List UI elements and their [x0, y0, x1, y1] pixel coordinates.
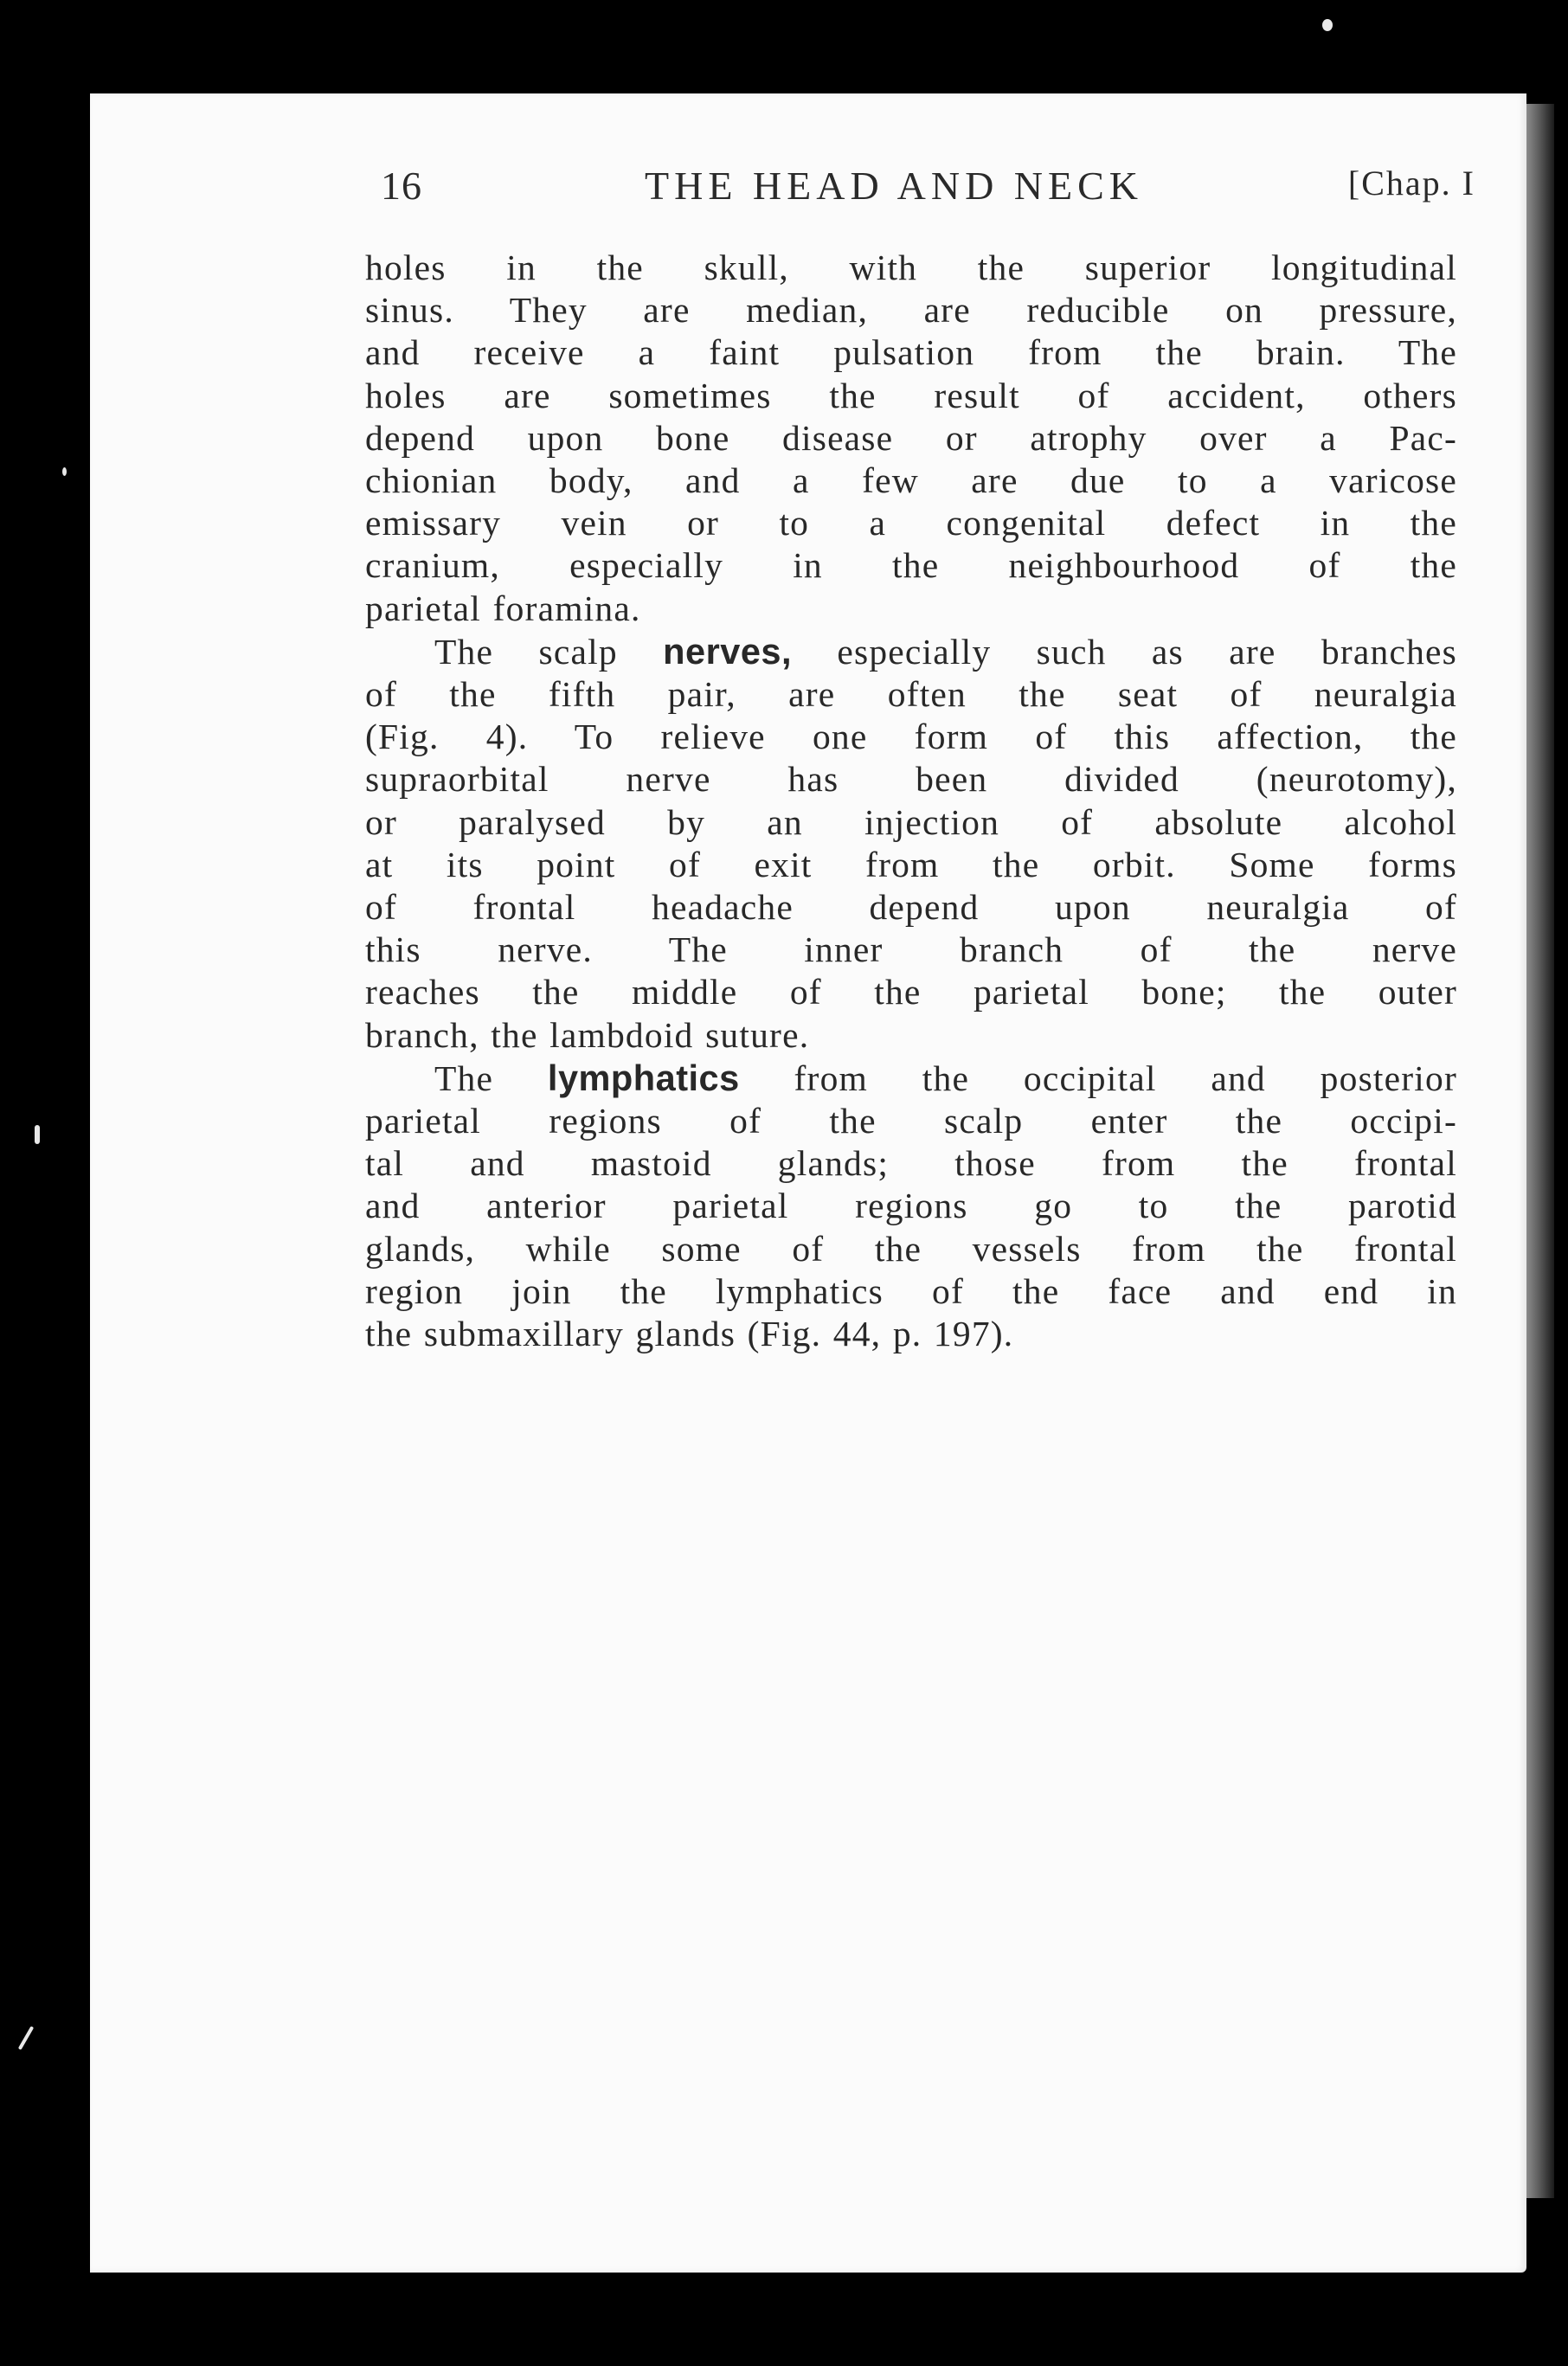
text-line: sinus. They are median, are reducible on pressure,	[365, 290, 1457, 331]
text-line: this nerve. The inner branch of the nerve	[365, 929, 1457, 970]
text-line: parietal regions of the scalp enter the occipi-	[365, 1101, 1457, 1141]
text-line: chionian body, and a few are due to a varicose	[365, 460, 1457, 501]
text-line: branch, the lambdoid suture.	[365, 1014, 810, 1055]
text-line: and anterior parietal regions go to the parotid	[365, 1186, 1457, 1226]
bold-term: lymphatics	[547, 1057, 740, 1098]
chapter-label: [Chap. I	[1347, 164, 1475, 203]
text-line: glands, while some of the vessels from the frontal	[365, 1228, 1457, 1269]
text-line: holes in the skull, with the superior longitudinal	[365, 248, 1457, 287]
text-line: emissary vein or to a congenital defect in the	[365, 503, 1457, 543]
text-line: of the fifth pair, are often the seat of neuralgia	[365, 674, 1457, 715]
paragraph-first-line	[365, 630, 1457, 673]
bold-term: nerves,	[663, 630, 793, 672]
text-line: supraorbital nerve has been divided (neurotomy),	[365, 759, 1457, 800]
text-line: tal and mastoid glands; those from the frontal	[365, 1143, 1457, 1184]
text-line: or paralysed by an injection of absolute alcohol	[365, 801, 1457, 842]
text-line: and receive a faint pulsation from the brain. The	[365, 332, 1457, 373]
text-line: parietal foramina.	[365, 588, 641, 628]
text-line: holes are sometimes the result of accident, others	[365, 375, 1457, 415]
text-line: reaches the middle of the parietal bone; the outer	[365, 972, 1457, 1013]
film-speck	[62, 467, 67, 476]
text-line: depend upon bone disease or atrophy over a Pac-	[365, 417, 1457, 458]
text-run: The scalp	[434, 631, 664, 672]
text-run: The	[434, 1058, 548, 1098]
text-run: especially such as are branches	[792, 631, 1457, 672]
text-line: (Fig. 4). To relieve one form of this affection, the	[365, 717, 1457, 757]
paragraph-first-line	[365, 1057, 1457, 1100]
running-title: THE HEAD AND NECK	[645, 164, 1144, 208]
text-line: region join the lymphatics of the face and end in	[365, 1270, 1457, 1311]
text-run: from the occipital and posterior	[739, 1058, 1457, 1098]
film-speck	[18, 2026, 34, 2050]
page-header	[381, 163, 1475, 215]
page-number: 16	[381, 164, 422, 208]
text-line: at its point of exit from the orbit. Some forms	[365, 844, 1457, 884]
text-line: cranium, especially in the neighbourhood of the	[365, 545, 1457, 586]
text-line: of frontal headache depend upon neuralgia of	[365, 887, 1457, 928]
body-text	[365, 247, 1457, 1355]
film-speck	[35, 1125, 40, 1144]
text-line: the submaxillary glands (Fig. 44, p. 197).	[365, 1314, 1014, 1354]
film-speck	[1322, 19, 1333, 31]
